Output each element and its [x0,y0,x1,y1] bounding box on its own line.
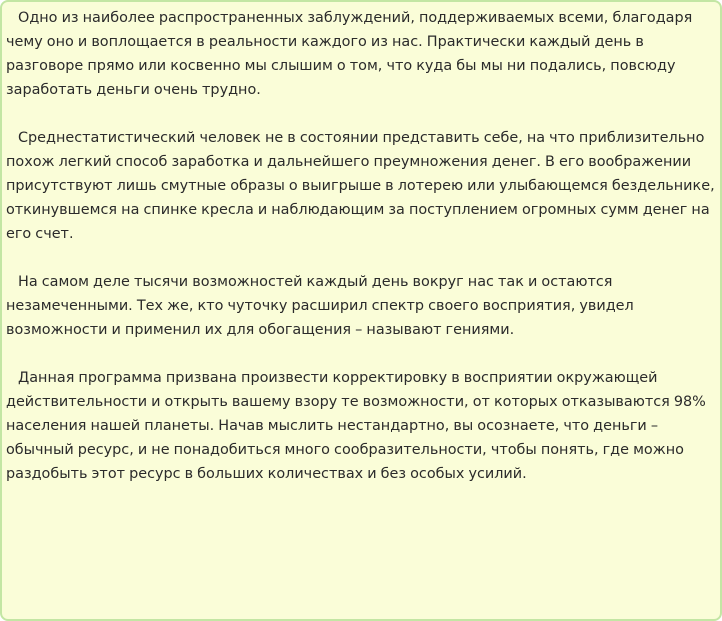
paragraph-3: На самом деле тысячи возможностей каждый день вокруг нас так и остаются незамеченными. Тех же, кто чуточку расширил спектр своего восприятия, увидел возможности и применил их для обогащения – называют гениями. [6,274,634,338]
paragraph-2: Среднестатистический человек не в состоянии представить себе, на что приблизительно похож легкий способ заработка и дальнейшего преумножения денег. В его воображении присутствуют лишь смутные образы о выигрыше в лотерею или улыбающемся бездельнике, откинувшемся на спинке кресла и наблюдающим за поступлением огромных сумм денег на его счет. [6,130,715,242]
paragraph-1: Одно из наиболее распространенных заблуждений, поддерживаемых всеми, благодаря чему оно и воплощается в реальности каждого из нас. Практически каждый день в разговоре прямо или косвенно мы слышим о том, что куда бы мы ни подались, повсюду заработать деньги очень трудно. [6,10,693,98]
paragraph-4: Данная программа призвана произвести корректировку в восприятии окружающей действительности и открыть вашему взору те возможности, от которых отказываются 98% населения нашей планеты. Начав мыслить нестандартно, вы осознаете, что деньги – обычный ресурс, и не понадобиться много сообразительности, чтобы понять, где можно раздобыть этот ресурс в больших количествах и без особых усилий. [6,370,706,482]
article-body [6,6,718,510]
